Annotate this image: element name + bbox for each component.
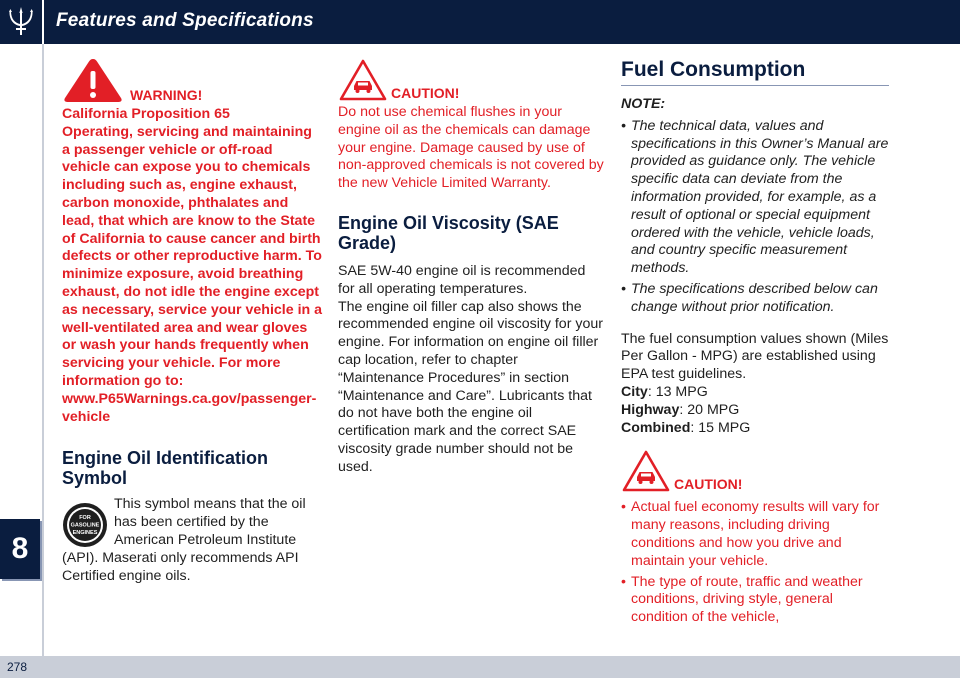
column-middle xyxy=(338,52,604,477)
header-divider xyxy=(42,0,44,44)
caution-car-triangle-icon xyxy=(621,449,671,493)
viscosity-paragraph-1: SAE 5W-40 engine oil is recommended for all operating temperatures. xyxy=(338,262,586,297)
caution-label-2: CAUTION! xyxy=(674,476,743,493)
caution-text: Do not use chemical flushes in your engine oil as the chemicals can damage your engine. Damage caused by use of non-approved chemicals is not covered by the new Vehicle Limited Warranty. xyxy=(338,104,604,192)
mpg-combined-value: : 15 MPG xyxy=(690,419,751,436)
mpg-combined xyxy=(621,420,889,438)
viscosity-section-heading: Engine Oil Viscosity (SAE Grade) xyxy=(338,212,559,253)
column-right xyxy=(621,56,889,630)
warning-label: WARNING! xyxy=(130,87,203,103)
warning-header xyxy=(62,52,322,104)
maserati-trident-logo xyxy=(0,0,42,44)
warning-heading: California Proposition 65 xyxy=(62,106,230,122)
header-title: Features and Specifications xyxy=(56,10,314,31)
mpg-combined-label: Combined xyxy=(621,419,691,436)
api-badge-line3: ENGINES xyxy=(72,530,98,537)
mpg-highway xyxy=(621,402,889,420)
caution-list xyxy=(621,499,889,627)
caution-header xyxy=(338,52,604,102)
mpg-city-label: City xyxy=(621,383,648,400)
warning-body: Operating, servicing and maintaining a passenger vehicle or off-road vehicle can expose you to chemicals including such as, engine exhaust, carbon monoxide, phthalates and lead, that which are know to the State of California to cause cancer and birth defects or other reproductive harm. To minimize exposure, avoid breathing exhaust, do not idle the engine except as necessary, service your vehicle in a well-ventilated area and wear gloves or wash your hands frequently when servicing your vehicle. For more information go to: www.P65Warnings.ca.gov/passenger-vehicle xyxy=(62,123,323,425)
column-left xyxy=(62,52,322,585)
mpg-highway-label: Highway xyxy=(621,401,680,418)
mpg-city-value: : 13 MPG xyxy=(647,383,708,400)
caution-item: • The type of route, traffic and weather conditions, driving style, general condition of the vehicle, xyxy=(621,574,889,627)
section-title: Fuel Consumption xyxy=(621,56,889,86)
symbol-block xyxy=(62,496,322,585)
caution-label: CAUTION! xyxy=(391,85,460,101)
symbol-section-heading: Engine Oil Identification Symbol xyxy=(62,448,269,489)
page-footer xyxy=(0,656,960,678)
note-item: • The technical data, values and specifications in this Owner’s Manual are provided as guidance only. The vehicle specific data can deviate from the information provided, for example, as a result of optional or special equipment ordered with the vehicle, vehicle loads, and country specific measurement methods. xyxy=(621,118,889,278)
api-badge-line1: FOR xyxy=(79,515,91,522)
mpg-city xyxy=(621,384,889,402)
api-starburst-icon xyxy=(62,502,108,548)
warning-triangle-icon xyxy=(62,56,124,104)
viscosity-paragraph-2: The engine oil filler cap also shows the recommended engine oil viscosity for your engine. For information on engine oil filler cap location, refer to chapter “Maintenance Procedures” in section “Maintenance and Care”. Lubricants that do not have both the engine oil certification mark and the correct SAE viscosity grade number should not be used. xyxy=(338,298,603,475)
symbol-description: This symbol means that the oil has been certified by the American Petroleum Institute (API). Maserati only recommends API Certified engine oils. xyxy=(62,496,306,584)
note-item: • The specifications described below can change without prior notification. xyxy=(621,281,889,317)
mpg-highway-value: : 20 MPG xyxy=(679,401,740,418)
api-badge-line2: GASOLINE xyxy=(70,522,100,529)
note-list xyxy=(621,118,889,317)
caution-item: • Actual fuel economy results will vary for many reasons, including driving conditions and how you drive and maintain your vehicle. xyxy=(621,499,889,570)
left-margin-rule xyxy=(42,44,44,656)
chapter-tab: 8 xyxy=(0,519,40,579)
caution-car-triangle-icon xyxy=(338,58,388,102)
fuel-intro: The fuel consumption values shown (Miles Per Gallon - MPG) are established using EPA test guidelines. xyxy=(621,330,889,383)
page-number: 278 xyxy=(7,660,28,674)
trident-icon xyxy=(7,5,35,39)
caution-header-2 xyxy=(621,443,889,493)
note-label: NOTE: xyxy=(621,96,666,112)
